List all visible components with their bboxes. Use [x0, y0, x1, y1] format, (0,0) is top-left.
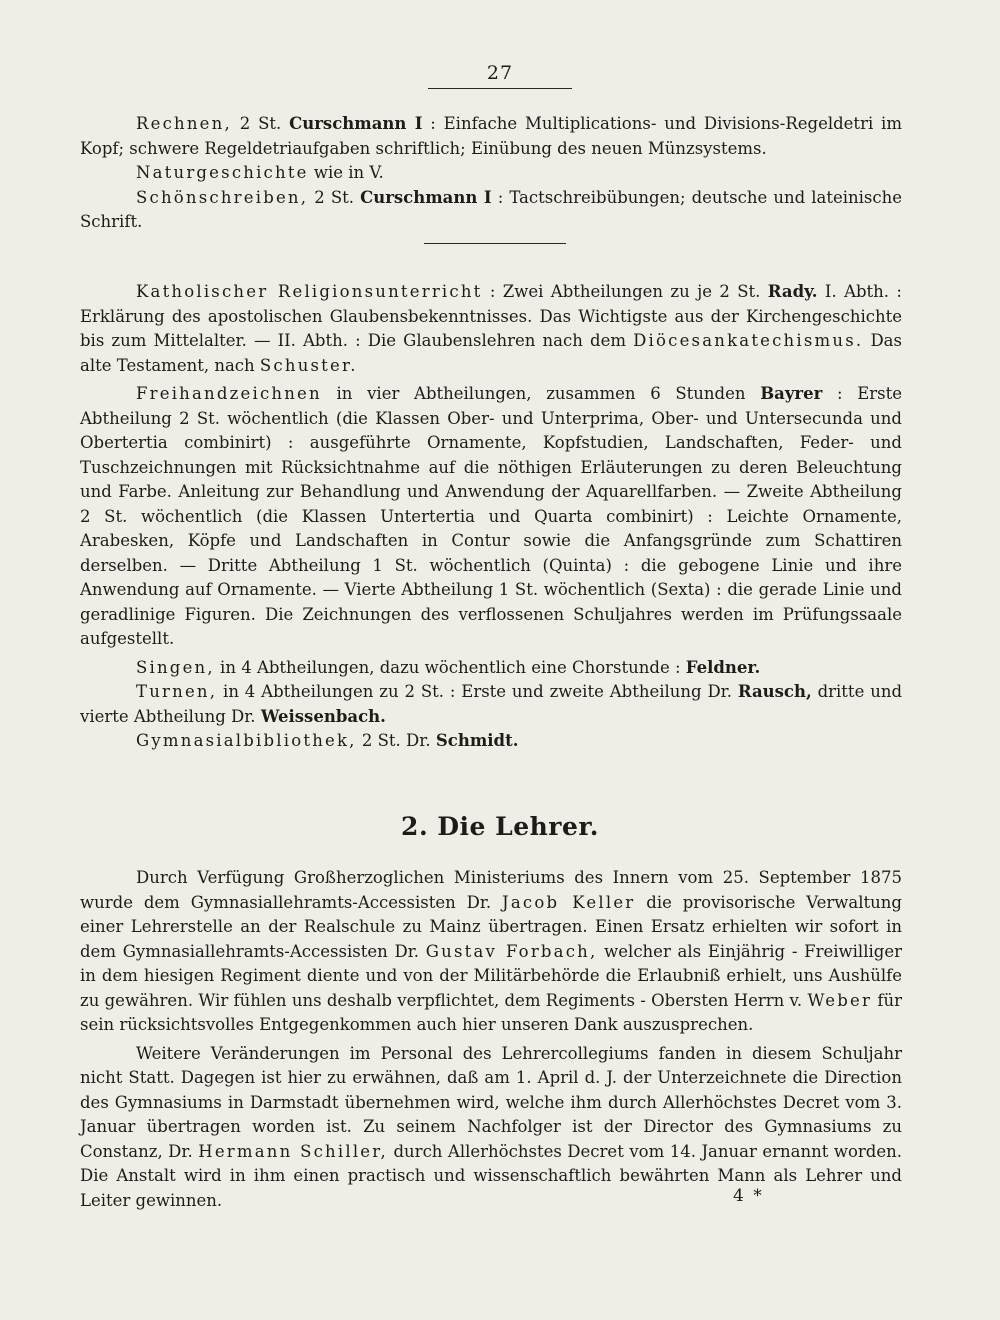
header-rule [428, 88, 572, 89]
paragraph-schoenschreiben: Schönschreiben, 2 St. Curschmann I : Tactschreibübungen; deutsche und lateinische Schrift. [80, 187, 902, 231]
subjects-section-1 [80, 112, 902, 235]
teachers-section [80, 866, 902, 1213]
section-divider [424, 243, 566, 244]
paragraph-veraenderungen: Weitere Veränderungen im Personal des Lehrercollegiums fanden in diesem Schuljahr nicht Statt. Dagegen ist hier zu erwähnen, daß am 1. April d. J. der Unterzeichnete die Direction des Gymnasiums in Darmstadt übernehmen wird, welche ihm durch Allerhöchstes Decret vom 3. Januar übertragen worden ist. Zu seinem Nachfolger ist der Director des Gymnasiums zu Constanz, Dr. Hermann Schiller, durch Allerhöchstes Decret vom 14. Januar ernannt worden. Die Anstalt wird in ihm einen practisch und wissenschaftlich bewährten Mann als Lehrer und Leiter gewinnen. [80, 1043, 903, 1210]
paragraph-religion: Katholischer Religionsunterricht : Zwei Abtheilungen zu je 2 St. Rady. I. Abth. : Erklärung des apostolischen Glaubensbekenntnisses. Das Wichtigste aus der Kirchengeschichte bis zum Mittelalter. — II. Abth. : Die Glaubenslehren nach dem Diöcesankatechismus. Das alte Testament, nach Schuster. [80, 282, 902, 375]
paragraph-turnen: Turnen, in 4 Abtheilungen zu 2 St. : Erste und zweite Abtheilung Dr. Rausch, dritte und vierte Abtheilung Dr. Weissenbach. [80, 682, 903, 726]
paragraph-naturgeschichte: Naturgeschichte wie in V. [136, 163, 384, 182]
subjects-section-2 [80, 280, 902, 754]
paragraph-rechnen: Rechnen, 2 St. Curschmann I : Einfache Multiplications- und Divisions-Regeldetri im Kopf; schwere Regeldetriaufgaben schriftlich; Einübung des neuen Münzsystems. [80, 114, 902, 158]
paragraph-singen: Singen, in 4 Abtheilungen, dazu wöchentlich eine Chorstunde : Feldner. [136, 657, 761, 677]
paragraph-bibliothek: Gymnasialbibliothek, 2 St. Dr. Schmidt. [136, 731, 519, 750]
page-number: 27 [486, 62, 514, 84]
paragraph-verfuegung: Durch Verfügung Großherzoglichen Ministeriums des Innern vom 25. September 1875 wurde dem Gymnasiallehramts-Accessisten Dr. Jacob Keller die provisorische Verwaltung einer Lehrerstelle an der Realschule zu Mainz übertragen. Einen Ersatz erhielten wir sofort in dem Gymnasiallehramts-Accessisten Dr. Gustav Forbach, welcher als Einjährig - Freiwilliger in dem hiesigen Regiment diente und von der Militärbehörde die Erlaubniß erhielt, uns Aushülfe zu gewähren. Wir fühlen uns deshalb verpflichtet, dem Regiments - Obersten Herrn v. Weber für sein rücksichtsvolles Entgegenkommen auch hier unseren Dank auszusprechen. [80, 868, 902, 1034]
paragraph-freihandzeichnen: Freihandzeichnen in vier Abtheilungen, zusammen 6 Stunden Bayrer : Erste Abtheilung 2 St. wöchentlich (die Klassen Ober- und Unterprima, Ober- und Untersecunda und Obertertia combinirt) : ausgeführte Ornamente, Kopfstudien, Landschaften, Feder- und Tuschzeichnungen mit Rücksichtnahme auf die nöthigen Erläuterungen zu deren Beleuchtung und Farbe. Anleitung zur Behandlung und Anwendung der Aquarellfarben. — Zweite Abtheilung 2 St. wöchentlich (die Klassen Untertertia und Quarta combinirt) : Leichte Ornamente, Arabesken, Köpfe und Landschaften in Contur sowie die Anfangsgründe zum Schattiren derselben. — Dritte Abtheilung 1 St. wöchentlich (Quinta) : die gebogene Linie und ihre Anwendung auf Ornamente. — Vierte Abtheilung 1 St. wöchentlich (Sexta) : die gerade Linie und geradlinige Figuren. Die Zeichnungen des verflossenen Schuljahres werden im Prüfungssaale aufgestellt. [80, 384, 902, 648]
section-heading: 2. Die Lehrer. [401, 812, 599, 841]
signature-mark: 4 * [733, 1186, 764, 1206]
